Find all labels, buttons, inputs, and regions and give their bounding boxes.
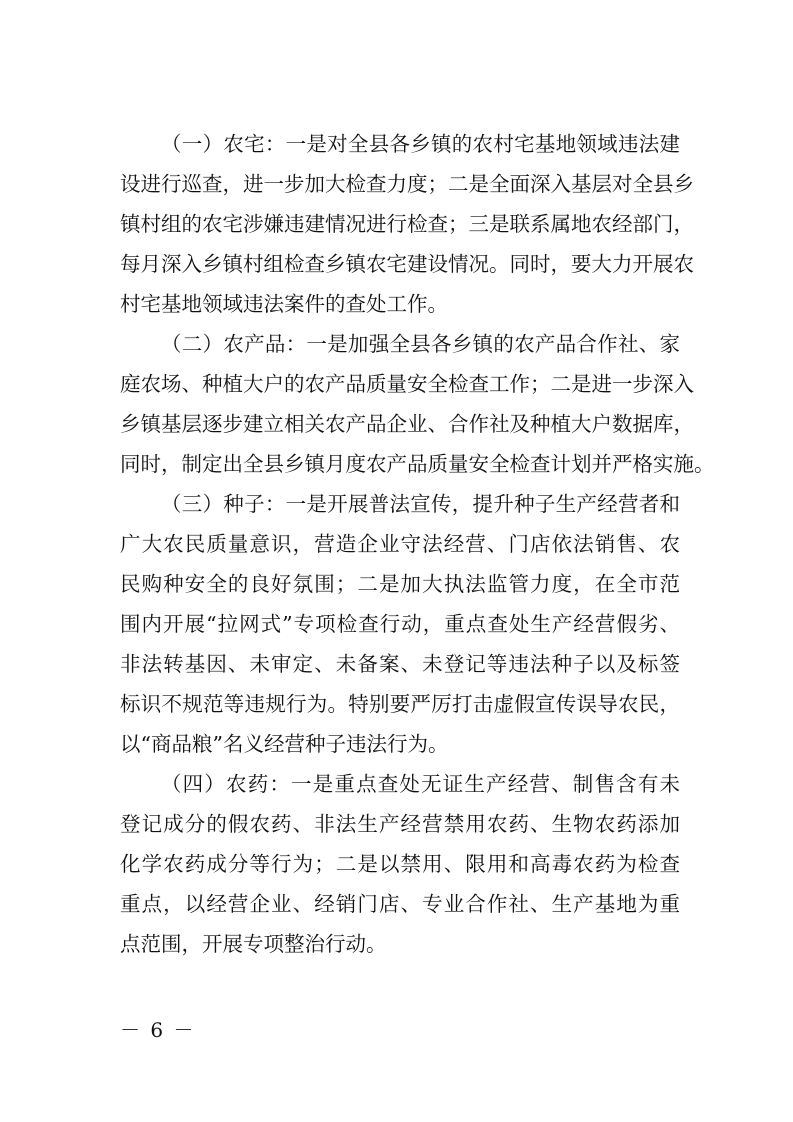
paragraph-agricultural-products bbox=[120, 324, 715, 484]
paragraph-farm-housing bbox=[120, 124, 694, 324]
text-line: 点范围，开展专项整治行动。 bbox=[120, 932, 387, 956]
text-line: 设进行巡查，进一步加大检查力度；二是全面深入基层对全县乡 bbox=[120, 172, 694, 196]
text-line: 标识不规范等违规行为。特别要严厉打击虚假宣传误导农民， bbox=[120, 692, 680, 716]
text-line: （三）种子：一是开展普法宣传，提升种子生产经营者和 bbox=[161, 492, 680, 516]
text-line: 重点，以经营企业、经销门店、专业合作社、生产基地为重 bbox=[120, 892, 680, 916]
text-line: 登记成分的假农药、非法生产经营禁用农药、生物农药添加 bbox=[120, 812, 680, 836]
text-line: 镇村组的农宅涉嫌违建情况进行检查；三是联系属地农经部门， bbox=[120, 212, 694, 236]
text-line: 庭农场、种植大户的农产品质量安全检查工作；二是进一步深入 bbox=[120, 372, 694, 396]
text-line: 围内开展“拉网式”专项检查行动，重点查处生产经营假劣、 bbox=[120, 612, 680, 636]
paragraph-seeds bbox=[120, 484, 680, 764]
page-number: － 6 － bbox=[120, 1018, 196, 1042]
text-line: 广大农民质量意识，营造企业守法经营、门店依法销售、农 bbox=[120, 532, 680, 556]
text-line: （二）农产品：一是加强全县各乡镇的农产品合作社、家 bbox=[161, 332, 680, 356]
text-line: （一）农宅：一是对全县各乡镇的农村宅基地领域违法建 bbox=[161, 132, 680, 156]
text-line: 以“商品粮”名义经营种子违法行为。 bbox=[120, 732, 449, 756]
text-line: 每月深入乡镇村组检查乡镇农宅建设情况。同时，要大力开展农 bbox=[120, 252, 694, 276]
text-line: （四）农药：一是重点查处无证生产经营、制售含有未 bbox=[161, 772, 680, 796]
text-line: 非法转基因、未审定、未备案、未登记等违法种子以及标签 bbox=[120, 652, 680, 676]
text-line: 民购种安全的良好氛围；二是加大执法监管力度，在全市范 bbox=[120, 572, 680, 596]
text-line: 村宅基地领域违法案件的查处工作。 bbox=[120, 292, 448, 316]
paragraph-pesticides bbox=[120, 764, 680, 964]
text-line: 化学农药成分等行为；二是以禁用、限用和高毒农药为检查 bbox=[120, 852, 680, 876]
text-line: 同时，制定出全县乡镇月度农产品质量安全检查计划并严格实施。 bbox=[120, 452, 715, 476]
document-body bbox=[120, 124, 715, 964]
text-line: 乡镇基层逐步建立相关农产品企业、合作社及种植大户数据库， bbox=[120, 412, 694, 436]
